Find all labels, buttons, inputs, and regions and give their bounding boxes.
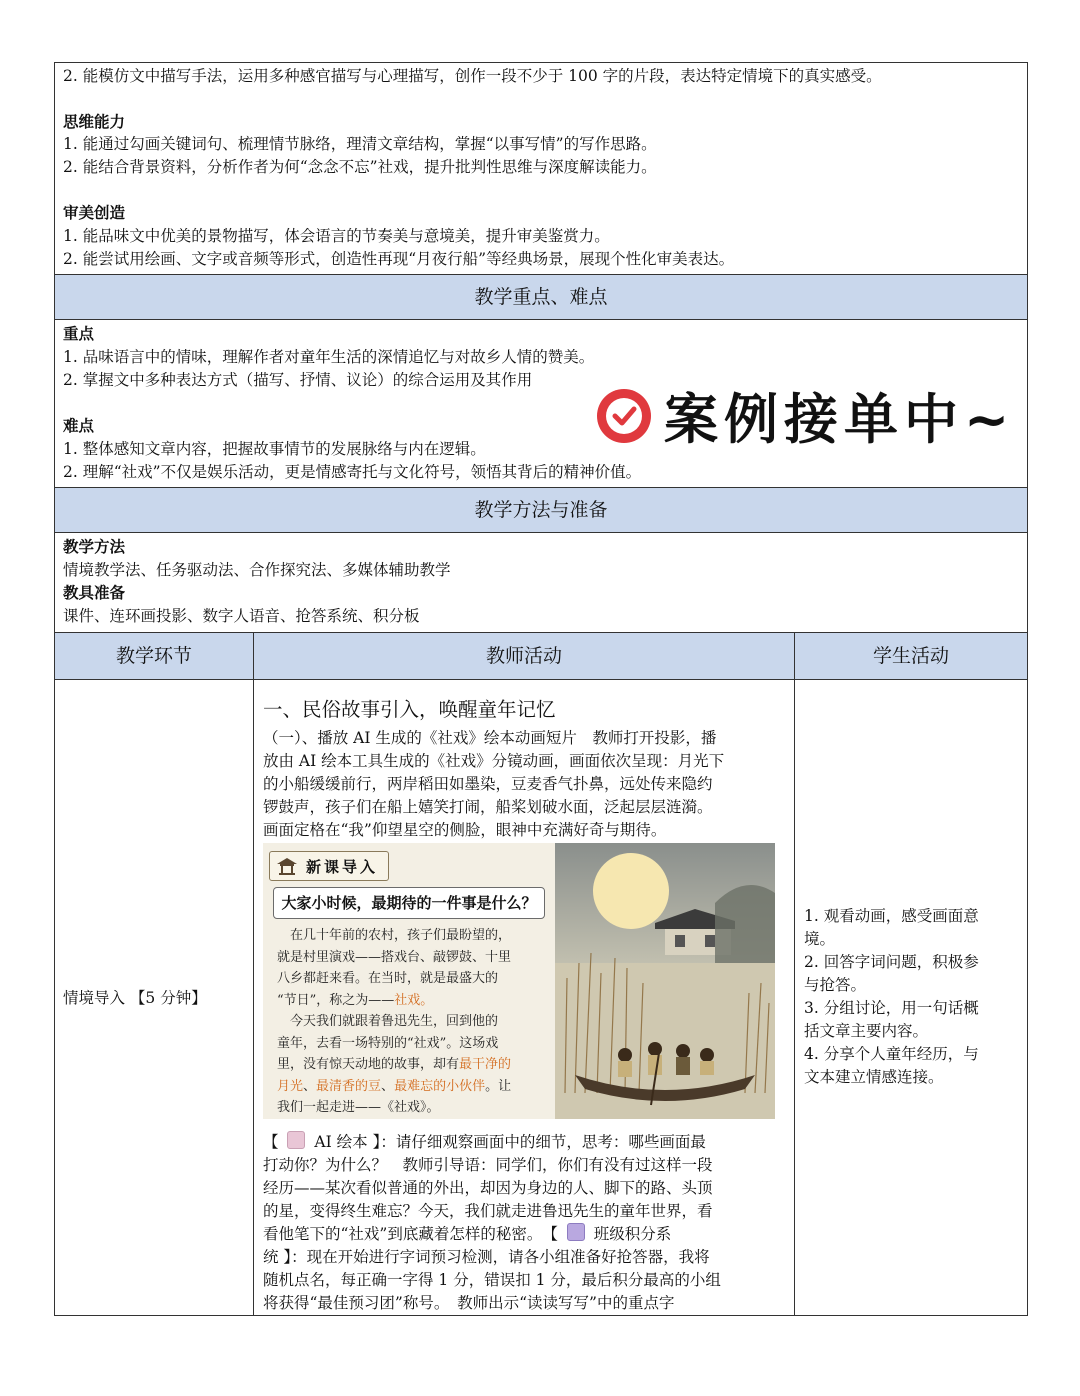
method-heading: 教学方法 <box>63 537 126 556</box>
aesthetic-item: 1. 能品味文中优美的景物描写，体会语言的节奏美与意境美，提升审美鉴赏力。 <box>63 227 610 245</box>
focus-item: 2. 掌握文中多种表达方式（描写、抒情、议论）的综合运用及其作用 <box>63 371 533 389</box>
teacher-para-line: 画面定格在“我”仰望星空的侧脸，眼神中充满好奇与期待。 <box>263 821 667 839</box>
teacher-para-line: 的星，变得终生难忘？今天，我们就走进鲁迅先生的童年世界，看 <box>263 1202 713 1220</box>
picture-book-icon <box>287 1131 305 1149</box>
teacher-para-line: 的小船缓缓前行，两岸稻田如墨染，豆麦香气扑鼻，远处传来隐约 <box>263 775 713 793</box>
col-header-stage: 教学环节 <box>55 633 253 679</box>
difficulty-item: 2. 理解“社戏”不仅是娱乐活动，更是情感寄托与文化符号，领悟其背后的精神价值。 <box>63 463 642 481</box>
difficulty-item: 1. 整体感知文章内容，把握故事情节的发展脉络与内在逻辑。 <box>63 440 486 458</box>
methods-title: 教学方法与准备 <box>55 487 1027 533</box>
student-activity-list: 1. 观看动画，感受画面意 境。 2. 回答字词问题，积极参 与抢答。 3. 分组讨论，用一句话概 括文章主要内容。 4. 分享个人童年经历，与 文本建立情感连接。 <box>804 907 979 1086</box>
method-text: 情境教学法、任务驱动法、合作探究法、多媒体辅助教学 <box>63 561 451 579</box>
picture-book-illustration <box>263 843 775 1119</box>
focus-item: 1. 品味语言中的情味，理解作者对童年生活的深情追忆与对故乡人情的赞美。 <box>63 348 595 366</box>
pavilion-icon <box>276 856 298 876</box>
teacher-para-line: 【 AI 绘本 】：请仔细观察画面中的细节，思考：哪些画面最 <box>263 1133 706 1151</box>
aesthetic-item: 2. 能尝试用绘画、文字或音频等形式，创造性再现“月夜行船”等经典场景，展现个性化审美表达。 <box>63 250 735 268</box>
keypoints-title: 教学重点、难点 <box>55 274 1027 320</box>
thinking-item: 2. 能结合背景资料，分析作者为何“念念不忘”社戏，提升批判性思维与深度解读能力。 <box>63 158 657 176</box>
tools-text: 课件、连环画投影、数字人语音、抢答系统、积分板 <box>63 607 420 625</box>
stamp-text: 案例接单中~ <box>664 388 1016 451</box>
difficulty-heading: 难点 <box>63 416 95 435</box>
teacher-para-line: （一）、播放 AI 生成的《社戏》绘本动画短片 教师打开投影，播 <box>263 729 717 747</box>
teacher-para-line: 打动你？为什么？ 教师引导语：同学们，你们有没有过这样一段 <box>263 1156 713 1174</box>
objective-line: 2. 能模仿文中描写手法，运用多种感官描写与心理描写，创作一段不少于 100 字的片段，表达特定情境下的真实感受。 <box>63 67 882 85</box>
teacher-para-line: 锣鼓声，孩子们在船上嬉笑打闹，船桨划破水面，泛起层层涟漪。 <box>263 798 713 816</box>
teacher-para-line: 看他笔下的“社戏”到底藏着怎样的秘密。 【 班级积分系 <box>263 1225 672 1243</box>
tools-heading: 教具准备 <box>63 583 126 602</box>
stage-label: 情境导入 【5 分钟】 <box>63 989 207 1007</box>
aesthetic-heading: 审美创造 <box>63 203 126 222</box>
trophy-icon <box>567 1223 585 1241</box>
check-badge-icon <box>594 386 654 446</box>
banner-label: 新课导入 <box>306 858 379 876</box>
moonlit-boat-painting <box>555 843 775 1119</box>
new-lesson-banner <box>269 851 389 881</box>
illustration-text: 在几十年前的农村，孩子们最盼望的， 就是村里演戏——搭戏台、敲锣鼓、十里 八乡都赶来看。在当时，就是最盛大的 “节日”，称之为——社戏。 今天我们就跟着鲁迅先生，回到他的 童年，去看一场特别的“社戏”。这场戏 里，没有惊天动地的故事，却有最干净的 月光、最清香的豆、最难忘的小伙伴。让 我们一起走进——《社戏》。 <box>277 928 512 1115</box>
question-box: 大家小时候，最期待的一件事是什么？ <box>273 887 545 919</box>
moon <box>593 853 669 929</box>
col-header-teacher: 教师活动 <box>254 633 794 679</box>
ai-tag: AI 绘本 <box>314 1133 368 1151</box>
teacher-para-line: 随机点名，每正确一字得 1 分，错误扣 1 分，最后积分最高的小组 <box>263 1271 721 1289</box>
lesson-plan-table <box>54 62 1028 1316</box>
teacher-para-line: 统 】：现在开始进行字词预习检测，请各小组准备好抢答器，我将 <box>263 1248 710 1266</box>
teacher-para-line: 将获得“最佳预习团”称号。 教师出示“读读写写”中的重点字 <box>263 1294 675 1312</box>
focus-heading: 重点 <box>63 324 95 343</box>
thinking-heading: 思维能力 <box>63 112 126 131</box>
teacher-para-line: 经历——某次看似普通的外出，却因为身边的人、脚下的路、头顶 <box>263 1179 713 1197</box>
col-header-student: 学生活动 <box>795 633 1027 679</box>
teacher-para-line: 放由 AI 绘本工具生成的《社戏》分镜动画，画面依次呈现：月光下 <box>263 752 725 770</box>
section-title: 一、民俗故事引入，唤醒童年记忆 <box>263 698 556 721</box>
thinking-item: 1. 能通过勾画关键词句、梳理情节脉络，理清文章结构，掌握“以事写情”的写作思路。 <box>63 135 657 153</box>
